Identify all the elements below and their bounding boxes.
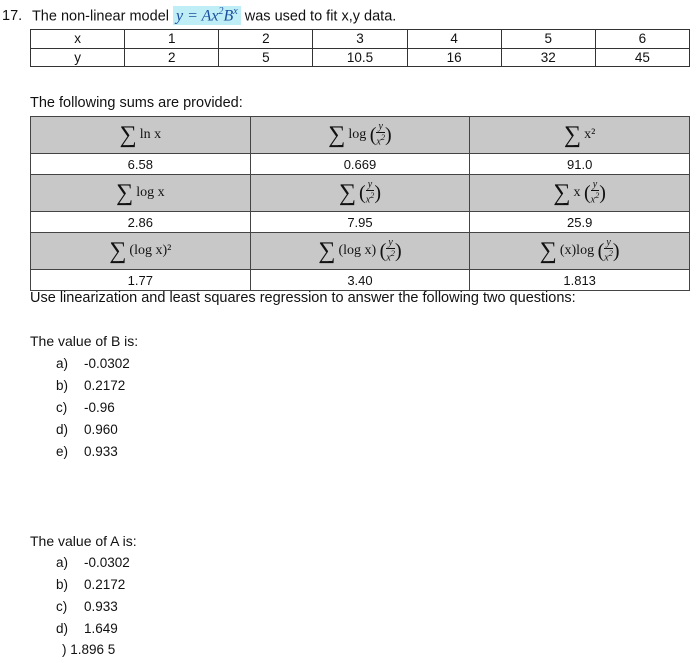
sum-expression: log x: [136, 185, 165, 200]
sum-value-cell: 2.86: [31, 212, 251, 233]
problem-statement: [2, 6, 396, 25]
question-a-option[interactable]: [56, 555, 130, 570]
sums-value-row: [31, 154, 690, 175]
paren-open: (: [359, 181, 366, 204]
sums-value-row: [31, 270, 690, 291]
option-value: 0.933: [84, 444, 118, 459]
sum-value-cell: 1.77: [31, 270, 251, 291]
sum-value-cell: 25.9: [470, 212, 690, 233]
question-a-title: The value of A is:: [30, 533, 137, 549]
x-cell: 2: [219, 30, 313, 49]
x-cell: 3: [313, 30, 407, 49]
fraction-numerator: y: [591, 180, 600, 191]
question-b-title: The value of B is:: [30, 333, 139, 349]
paren-close: ): [374, 181, 382, 204]
x-cell: 1: [125, 30, 219, 49]
fraction-denominator: $x^2$: [386, 249, 395, 264]
sums-header-row: [31, 175, 690, 212]
option-letter: c): [56, 599, 68, 614]
cut-off-option-text: ) 1.896 5: [62, 642, 116, 657]
sum-expression: (x)log: [559, 243, 595, 258]
x-cell: 6: [595, 30, 689, 49]
paren-open: (: [369, 123, 377, 146]
question-b-option[interactable]: [56, 400, 115, 415]
option-letter: d): [56, 621, 69, 636]
fraction-numerator: y: [376, 122, 385, 133]
question-b-option[interactable]: [56, 356, 130, 371]
question-a-option[interactable]: [56, 599, 118, 614]
problem-number: 17.: [2, 8, 23, 25]
sum-value-cell: 3.40: [250, 270, 470, 291]
y-cell: 5: [219, 48, 313, 67]
sum-header-cell: [250, 233, 470, 270]
option-value: 1.649: [84, 621, 118, 636]
fraction-numerator: y: [366, 180, 375, 191]
option-letter: a): [56, 555, 69, 570]
problem-intro-after: was used to fit x,y data.: [244, 8, 397, 25]
sum-header-cell: [470, 117, 690, 154]
question-b-option[interactable]: [56, 378, 125, 393]
sum-expression: (log x): [338, 243, 377, 258]
option-value: 0.2172: [84, 378, 126, 393]
option-value: 0.2172: [84, 577, 126, 592]
x-row: [31, 30, 690, 49]
option-value: -0.0302: [84, 555, 130, 570]
paren-close: ): [612, 239, 620, 262]
fraction-numerator: y: [604, 238, 613, 249]
sums-header-row: [31, 117, 690, 154]
sum-expression: x: [573, 185, 581, 200]
sum-header-cell: [470, 233, 690, 270]
sigma-symbol: ∑: [338, 179, 357, 206]
option-letter: b): [56, 577, 69, 592]
sums-intro: The following sums are provided:: [30, 95, 243, 111]
paren-open: (: [583, 181, 591, 204]
sigma-symbol: ∑: [119, 121, 137, 148]
fraction-y-over-x2: [376, 122, 385, 147]
sum-value-cell: 6.58: [31, 154, 251, 175]
option-letter: d): [56, 422, 69, 437]
y-cell: 32: [501, 48, 595, 67]
sum-expression: x²: [584, 127, 596, 142]
y-row: [31, 48, 690, 67]
paren-open: (: [597, 239, 605, 262]
sums-header-row: [31, 233, 690, 270]
sum-expression: log: [348, 127, 367, 142]
sum-value-cell: 0.669: [250, 154, 470, 175]
paren-close: ): [385, 123, 392, 146]
option-letter: b): [56, 378, 69, 393]
fraction-denominator: $x^2$: [376, 133, 386, 148]
y-cell: 10.5: [313, 48, 407, 67]
option-value: -0.96: [84, 400, 115, 415]
sum-expression: (log x)²: [129, 243, 172, 258]
sum-header-cell: [31, 233, 251, 270]
y-cell: 2: [125, 48, 219, 67]
question-a-option[interactable]: [56, 621, 118, 636]
x-cell: 5: [501, 30, 595, 49]
x-cell: 4: [407, 30, 501, 49]
sum-header-cell: [250, 117, 470, 154]
x-header-cell: x: [31, 30, 125, 49]
question-b-option[interactable]: [56, 422, 118, 437]
fraction-y-over-x2: [591, 180, 600, 205]
y-cell: 16: [407, 48, 501, 67]
sum-header-cell: [31, 117, 251, 154]
y-header-cell: y: [31, 48, 125, 67]
sigma-symbol: ∑: [109, 237, 127, 264]
sums-value-row: [31, 212, 690, 233]
fraction-denominator: $x^2$: [365, 191, 375, 206]
fraction-denominator: $x^2$: [590, 191, 600, 206]
option-letter: e): [56, 444, 69, 459]
fraction-y-over-x2: [604, 238, 613, 263]
question-a-option[interactable]: [56, 577, 125, 592]
sigma-symbol: ∑: [318, 237, 336, 264]
sum-value-cell: 7.95: [250, 212, 470, 233]
sigma-symbol: ∑: [116, 179, 134, 206]
paren-close: ): [394, 239, 402, 262]
option-value: 0.960: [84, 422, 118, 437]
paren-open: (: [379, 239, 387, 262]
sum-header-cell: [470, 175, 690, 212]
sigma-symbol: ∑: [328, 121, 346, 148]
xy-data-table: [30, 29, 690, 67]
option-letter: c): [56, 400, 68, 415]
sum-expression: ln x: [139, 127, 162, 142]
sigma-symbol: ∑: [553, 179, 571, 206]
option-letter: a): [56, 356, 69, 371]
fraction-denominator: $x^2$: [604, 249, 613, 264]
fraction-y-over-x2: [386, 238, 395, 263]
question-b-option[interactable]: [56, 444, 118, 459]
fraction-numerator: y: [386, 238, 395, 249]
instruction-text: Use linearization and least squares regression to answer the following two questions:: [30, 290, 576, 306]
sum-value-cell: 1.813: [470, 270, 690, 291]
y-cell: 45: [595, 48, 689, 67]
sums-table: [30, 116, 690, 291]
sigma-symbol: ∑: [564, 121, 582, 148]
sum-header-cell: [250, 175, 470, 212]
option-value: -0.0302: [84, 356, 130, 371]
model-equation: $y = Ax^2B^x$: [173, 6, 241, 25]
sum-header-cell: [31, 175, 251, 212]
paren-close: ): [599, 181, 606, 204]
sum-value-cell: 91.0: [470, 154, 690, 175]
option-value: 0.933: [84, 599, 118, 614]
problem-intro: The non-linear model: [31, 8, 169, 25]
sigma-symbol: ∑: [539, 237, 557, 264]
